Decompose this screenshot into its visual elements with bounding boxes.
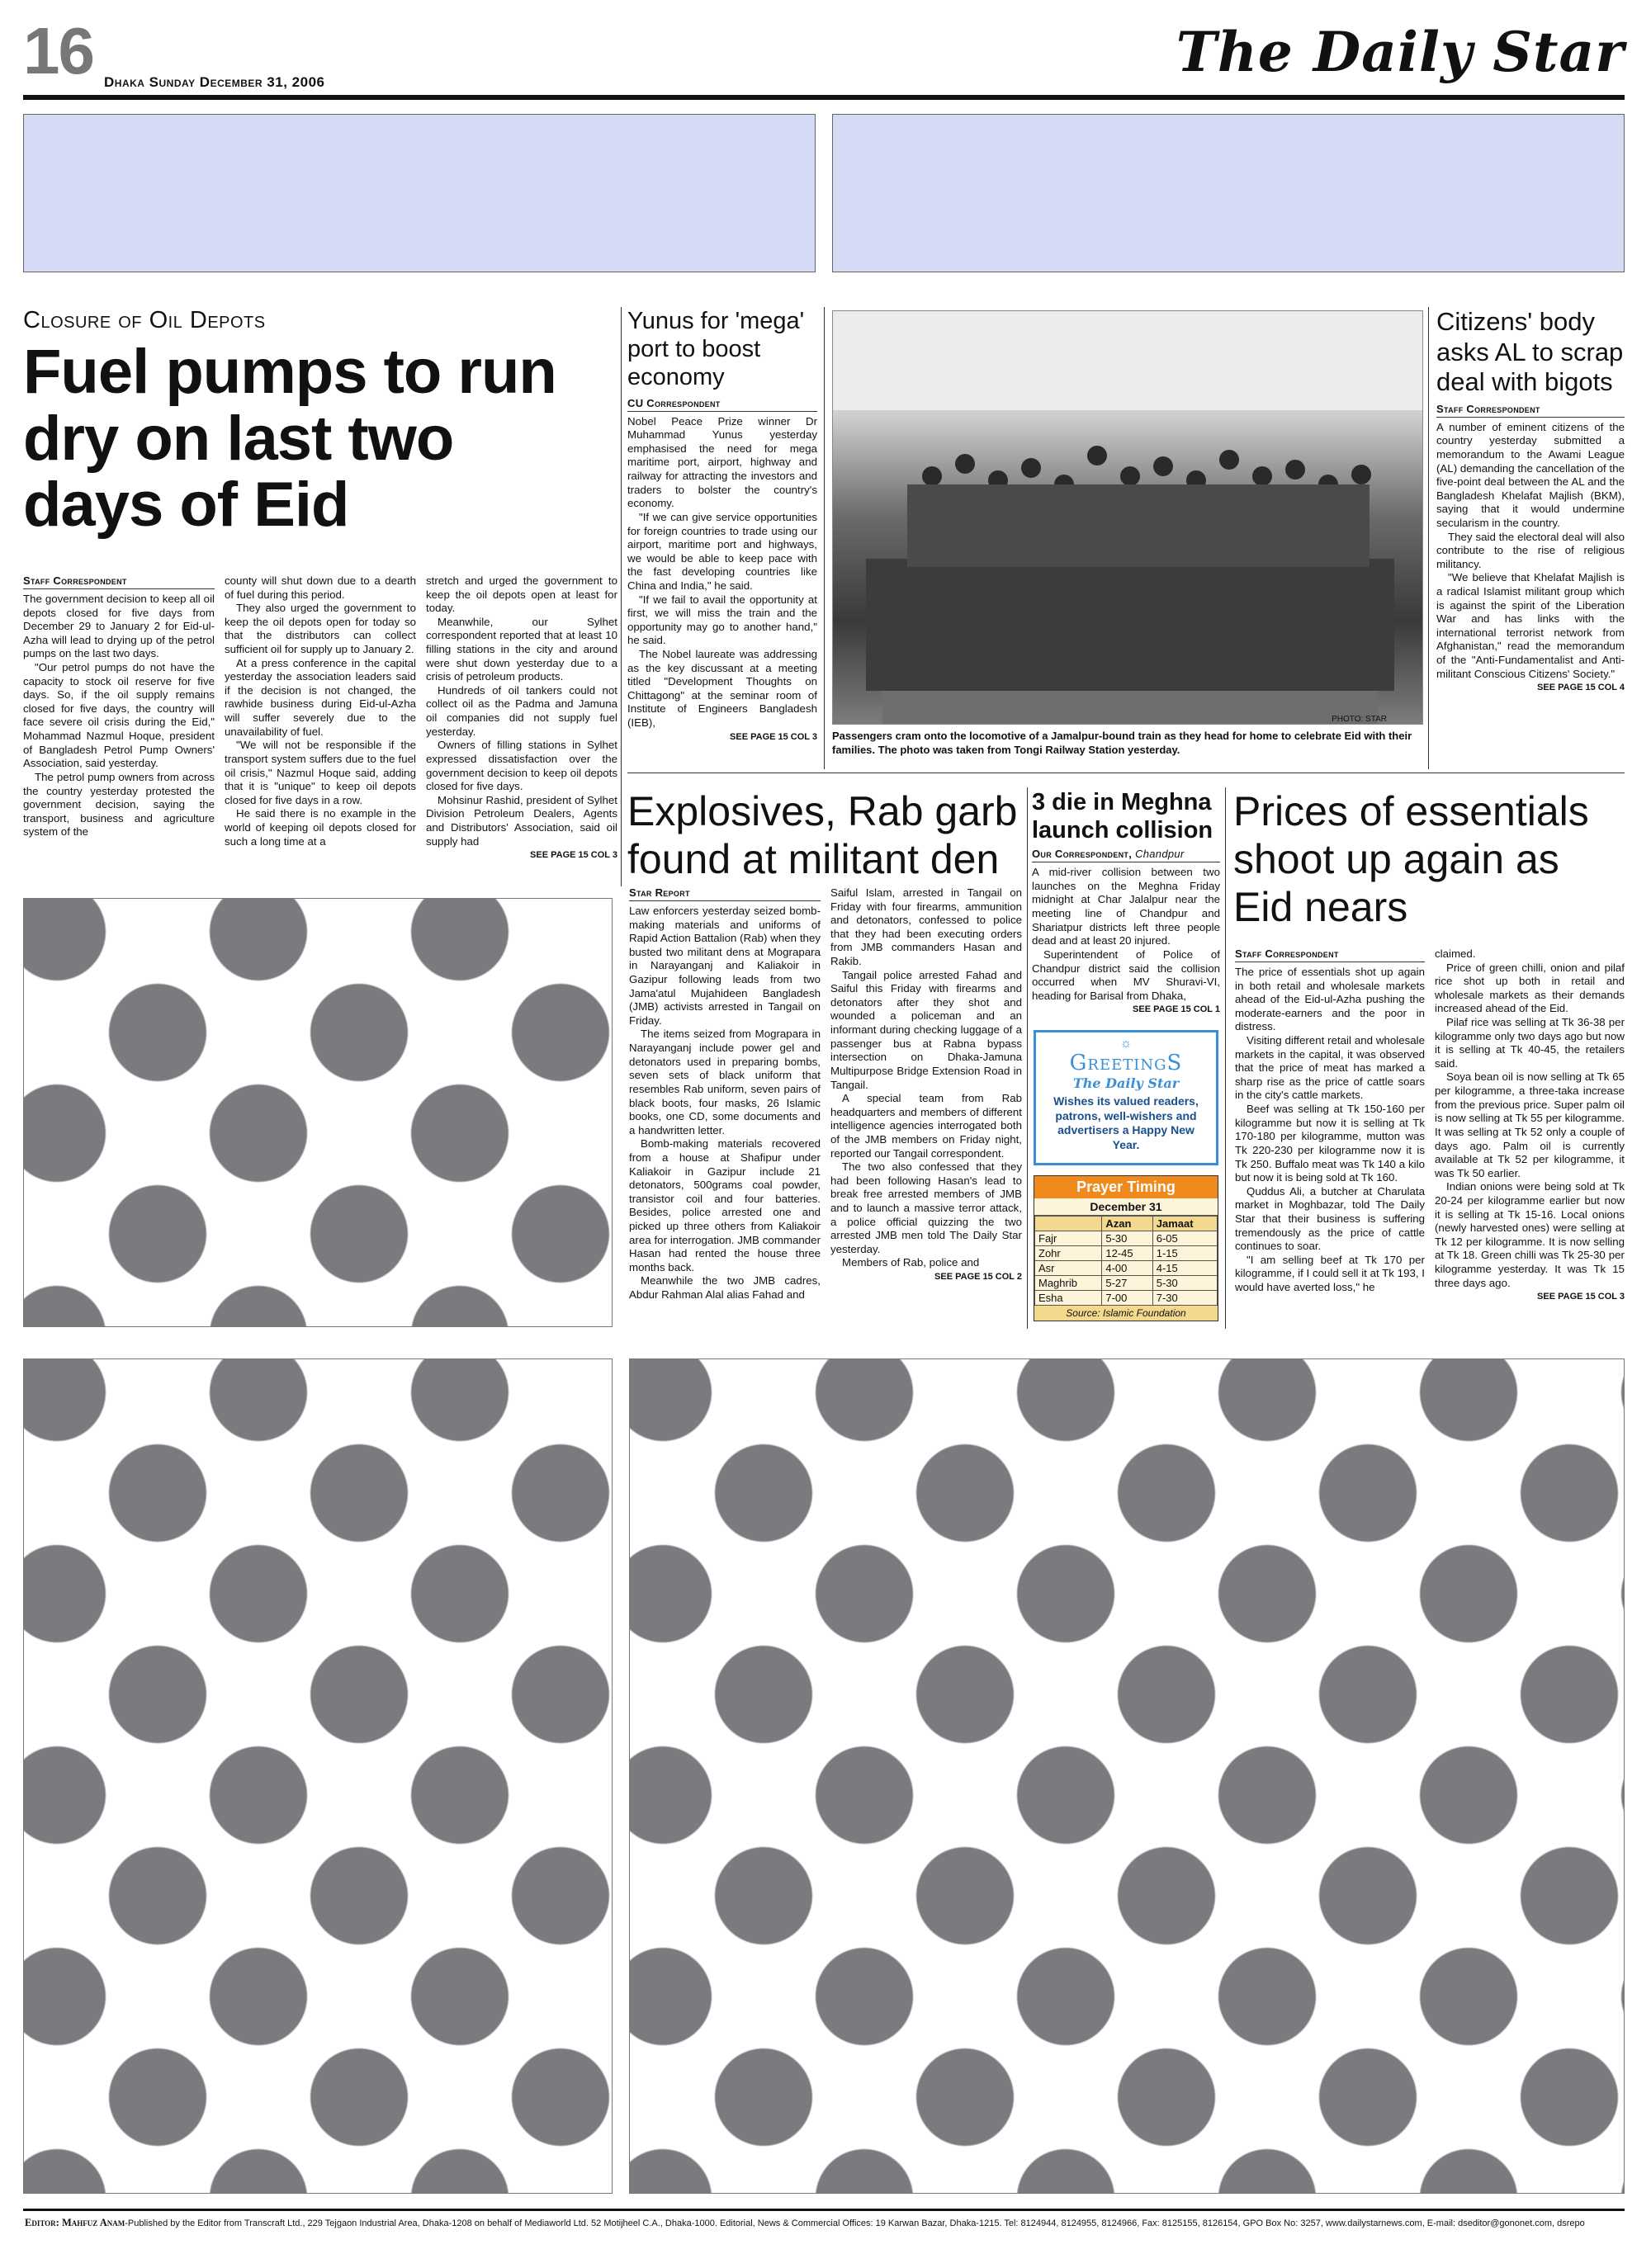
imprint-text: -Published by the Editor from Transcraft Ltd., 229 Tejgaon Industrial Area, Dhaka-1208 on behalf of Mediaworld Ltd. 52 Motijheel C.A., Dhaka-1000. Editorial, News & Commercial Offices: 19 Karwan Bazar, Dhaka-1215. Tel: 8124944, 8124955, 8124966, Fax: 8125155, 8126154, GPO Box No: 3257, www.dailystarnews.com, E-mail: dseditor@gononet.com, dsrepo [125,2218,1585,2228]
story-headline: Citizens' body asks AL to scrap deal with bigots [1436,307,1624,397]
paragraph: "We believe that Khelafat Majlish is a radical Islamist militant group which is against the spirit of the Liberation War and has links with the international terrorist network from Afghanistan," read the memorandum of the "Anti-Fundamentalist and Anti-militant Conscious Citizens' Society." [1436,571,1625,680]
story-byline: CU Correspondent [627,397,817,412]
table-row [1035,1231,1218,1246]
table-cell: 5-30 [1102,1231,1152,1246]
paragraph: "If we fail to avail the opportunity at first, we will miss the train and the opportunity may go to another hand," he said. [627,593,817,647]
paragraph: Saiful Islam, arrested in Tangail on Friday with four firearms, ammunition and detonators, confessed to police that they had been executing orders from JMB commanders Hasan and Rakib. [830,886,1022,968]
continued-link[interactable]: SEE PAGE 15 COL 2 [934,1272,1022,1283]
greetings-message: Wishes its valued readers, patrons, well-wishers and advertisers a Happy New Year. [1053,1094,1199,1151]
story-byline: Staff Correspondent [23,574,215,589]
paragraph: Owners of filling stations in Sylhet expressed dissatisfaction over the government decision to keep oil depots closed for five days. [426,739,617,793]
greetings-logo: The Daily Star [1072,1075,1180,1091]
paragraph: The two also confessed that they had been following Hasan's lead to break free arrested members of JMB and to launch a massive terror attack, a police official quizzing the two arrested JMB men told The Daily Star yesterday. [830,1160,1022,1255]
story-prices [1233,787,1625,931]
continued-link[interactable]: SEE PAGE 15 COL 3 [530,850,617,861]
paragraph: Indian onions were being sold at Tk 20-24 per kilogramme earlier but now it is selling at Tk 15-16. Local onions (newly harvested ones) were selling at Tk 12 per kilogramme. It is now selling at Tk 18. Green chilli was Tk 25-30 per kilogramme yesterday. It was Tk 15 three days ago. [1435,1180,1625,1289]
prayer-table [1034,1216,1218,1306]
table-cell: 7-00 [1102,1291,1152,1306]
column-rule [1225,787,1226,1329]
footer-rule [23,2209,1625,2211]
continued-link[interactable]: SEE PAGE 15 COL 3 [1537,1292,1625,1302]
paragraph: Beef was selling at Tk 150-160 per kilogramme but now it is selling at Tk 170-180 per kilogramme, mutton was Tk 220-230 per kilogramme now it is Tk 250. Buffalo meat was Tk 140 a kilo but now it is being sold at Tk 160. [1235,1103,1425,1184]
story-headline: 3 die in Meghna launch collision [1032,789,1213,843]
prayer-date: December 31 [1034,1198,1218,1216]
column-rule [1428,307,1429,769]
byline-name: Our Correspondent, [1032,848,1133,861]
image-placeholder-left [23,898,613,1327]
paragraph: The government decision to keep all oil depots closed for five days from December 29 to January 2 for Eid-ul-Azha will lead to drying up of the petrol pumps on the last two days. [23,593,215,660]
story-citizens [1436,307,1625,692]
paragraph: Law enforcers yesterday seized bomb-making materials and uniforms of Rapid Action Battalion (Rab) when they busted two militant dens at Mograpara in Narayanganj and Kaliakoir in Gazipur following leads from two Jama'atul Mujahideen Bangladesh (JMB) activists arrested in Tangail on Friday. [629,905,821,1027]
table-cell: 5-27 [1102,1276,1152,1291]
paragraph: "We will not be responsible if the transport system suffers due to the fuel oil crisis," Nazmul Hoque said, adding that it is "unique" to keep oil depots closed for five days in a row. [225,739,416,806]
table-row [1035,1291,1218,1306]
paragraph: "If we can give service opportunities for foreign countries to trade using our airport, maritime port and highways, we would be able to keep pace with the fast developing countries like China and India," he said. [627,510,817,592]
train-photo-illustration [833,311,1423,725]
table-row [1035,1246,1218,1261]
column-rule [824,307,825,769]
table-cell: Esha [1035,1291,1102,1306]
paragraph: They said the electoral deal will also contribute to the rise of religious militancy. [1436,530,1625,570]
column-header: Jamaat [1152,1217,1217,1231]
news-photo [832,310,1423,725]
table-cell: 6-05 [1152,1231,1217,1246]
paragraph: The items seized from Mograpara in Narayanganj include power gel and detonators used in preparing bombs, seven sets of black uniform that resembles Rab uniform, seven pairs of black boots, four masks, 26 Islamic books, one CD, some documents and a handwritten letter. [629,1028,821,1136]
column-header: Azan [1102,1217,1152,1231]
page-number: 16 [23,14,93,87]
paragraph: "I am selling beef at Tk 170 per kilogramme, if I could sell it at Tk 193, I would have averted loss," he [1235,1253,1425,1294]
prayer-timing-box [1034,1175,1218,1321]
story-fuel-col-2 [225,574,416,848]
paragraph: A mid-river collision between two launches on the Meghna Friday midnight at Char Jalalpur near the meeting line of Chandpur and Shariatpur districts left three people dead and at least 20 injured. [1032,866,1220,947]
paragraph: stretch and urged the government to keep the oil depots open at least for today. [426,574,617,615]
prayer-source: Source: Islamic Foundation [1034,1306,1218,1321]
paragraph: Bomb-making materials recovered from a house at Shafipur under Kaliakoir in Gazipur include 21 detonators, 500grams coal powder, transistor coil and four batteries. Besides, police arrested one and picked up three others from Kaliakoir area for interrogation. JMB commander Hasan had rented the house three months back. [629,1137,821,1273]
paragraph: A special team from Rab headquarters and members of different intelligence agencies interrogated both of the JMB members on Friday night, reported our Tangail correspondent. [830,1092,1022,1160]
paragraph: Superintendent of Police of Chandpur district said the collision occurred when MV Shuravi-VI, heading for Barisal from Dhaka, [1032,947,1220,1002]
image-placeholder-bottom-left [23,1358,613,2194]
table-header-row [1035,1217,1218,1231]
paragraph: Members of Rab, police and [842,1256,980,1269]
prayer-title: Prayer Timing [1034,1176,1218,1198]
continued-link[interactable]: SEE PAGE 15 COL 3 [730,731,817,742]
story-kicker: Closure of Oil Depots [23,307,266,333]
table-cell: 7-30 [1152,1291,1217,1306]
ad-slot-top-right [832,114,1625,272]
paragraph: They also urged the government to keep the oil depots open for today so that the distributors can collect sufficient oil for supply up to January 2. [225,602,416,656]
paragraph: A number of eminent citizens of the country yesterday submitted a memorandum to the Awami League (AL) demanding the cancellation of the five-point deal between the AL and the Bangladesh Khelafat Majlish (BKM), saying that it would undermine secularism in the country. [1436,420,1625,529]
story-headline: Prices of essentials shoot up again as Eid nears [1233,788,1589,930]
story-explosives-col-2 [830,886,1022,1282]
newspaper-logo: The Daily Star [1176,20,1625,84]
story-fuel-col-3 [426,574,617,860]
table-cell: 4-15 [1152,1261,1217,1276]
continued-link[interactable]: SEE PAGE 15 COL 4 [1537,683,1625,693]
story-yunus [627,307,817,742]
paragraph: He said there is no example in the world of keeping oil depots closed for such a long time at a [225,807,416,848]
sun-icon: ☼ [1119,1037,1133,1051]
story-headline: Fuel pumps to run dry on last two days of Eid [23,337,556,541]
column-header [1035,1217,1102,1231]
paragraph: Soya bean oil is now selling at Tk 65 per kilogramme, a three-taka increase from the previous price. Super palm oil is now selling at Tk 55 per kilogramme. It was selling at Tk 52 only a couple of days ago. Palm oil is currently available at Tk 52 per kilogramme, it was Tk 50 earlier. [1435,1070,1625,1179]
greetings-title: GreetingS [1069,1051,1183,1075]
dateline: Dhaka Sunday December 31, 2006 [104,74,325,90]
story-byline: Staff Correspondent [1235,947,1425,962]
story-headline: Yunus for 'mega' port to boost economy [627,308,805,391]
column-rule [1027,787,1028,1329]
paragraph: The price of essentials shot up again in both retail and wholesale markets ahead of the Eid-ul-Azha pushing the moderate-earners and the poor in distress. [1235,966,1425,1033]
paragraph: Quddus Ali, a butcher at Charulata market in Moghbazar, told The Daily Star that their business is suffering tremendously as the price of cattle continues to soar. [1235,1184,1425,1253]
story-meghna [1032,789,1220,1014]
paragraph: county will shut down due to a dearth of fuel during this period. [225,574,416,601]
ad-slot-top-left [23,114,816,272]
table-cell: 12-45 [1102,1246,1152,1261]
continued-link[interactable]: SEE PAGE 15 COL 1 [1133,1004,1220,1015]
table-row [1035,1276,1218,1291]
paragraph: Meanwhile the two JMB cadres, Abdur Rahman Alal alias Fahad and [629,1274,821,1302]
table-cell: Fajr [1035,1231,1102,1246]
story-explosives-col-1 [629,886,821,1302]
masthead-rule [23,95,1625,100]
table-cell: 1-15 [1152,1246,1217,1261]
table-cell: 4-00 [1102,1261,1152,1276]
story-prices-col-2 [1435,947,1625,1302]
story-byline: Staff Correspondent [1436,403,1625,418]
column-rule [621,307,622,886]
story-explosives [627,787,1030,883]
paragraph: Price of green chilli, onion and pilaf rice shot up both in retail and wholesale markets as their demands increased ahead of the Eid. [1435,961,1625,1015]
story-fuel-col-1 [23,574,215,839]
table-cell: Maghrib [1035,1276,1102,1291]
imprint-line [25,2217,1626,2229]
greetings-box [1034,1030,1218,1165]
table-cell: 5-30 [1152,1276,1217,1291]
image-placeholder-bottom-right [629,1358,1625,2194]
paragraph: Nobel Peace Prize winner Dr Muhammad Yunus yesterday emphasised the need for mega maritime port, airport, highway and railway for attracting the investors and traders to bolster the country's economy. [627,414,817,510]
photo-credit: PHOTO: STAR [1332,715,1387,724]
paragraph: "Our petrol pumps do not have the capacity to stock oil reserve for five days. So, if the oil supply remains closed for five days, the country will face severe oil crisis during the Eid," Mohammad Nazmul Hoque, president of Bangladesh Petrol Pump Owners' Association, said yesterday. [23,661,215,770]
paragraph: Hundreds of oil tankers could not collect oil as the Padma and Jamuna oil companies did not supply fuel yesterday. [426,683,617,738]
photo-caption: Passengers cram onto the locomotive of a Jamalpur-bound train as they head for home to celebrate Eid with their families. The photo was taken from Tongi Railway Station yesterday. [832,730,1412,756]
story-prices-col-1 [1235,947,1425,1295]
table-cell: Asr [1035,1261,1102,1276]
paragraph: The Nobel laureate was addressing as the key discussant at a meeting titled "Development Thoughts on Chittagong" at the seminar room of Institute of Engineers Bangladesh (IEB), [627,648,817,730]
paragraph: Pilaf rice was selling at Tk 36-38 per kilogramme only two days ago but now it is selling at Tk 40-45, the retailers said. [1435,1016,1625,1070]
story-fuel [23,307,616,539]
paragraph: At a press conference in the capital yesterday the association leaders said if the decision is not changed, the rawhide business during Eid-ul-Azha will suffer severely due to the unavailability of fuel. [225,656,416,738]
paragraph: Mohsinur Rashid, president of Sylhet Division Petroleum Dealers, Agents and Distributors' Association, said oil supply had [426,793,617,848]
byline-place: Chandpur [1135,848,1185,861]
editor-credit: Editor: Mahfuz Anam [25,2217,125,2228]
table-row [1035,1261,1218,1276]
paragraph: claimed. [1435,947,1476,960]
table-cell: Zohr [1035,1246,1102,1261]
story-headline: Explosives, Rab garb found at militant den [627,788,1018,882]
paragraph: Meanwhile, our Sylhet correspondent reported that at least 10 filling stations in the city and around were shut down yesterday due to a crisis of petroleum products. [426,615,617,683]
story-byline: Star Report [629,886,821,901]
paragraph: Tangail police arrested Fahad and Saiful this Friday with firearms and detonators after they shot and wounded a policeman and an informant during checking luggage of a passenger bus at Rabna bypass intersection on Dhaka-Jamuna Multipurpose Bridge Extension Road in Tangail. [830,968,1022,1091]
paragraph: The petrol pump owners from across the country yesterday protested the government decision, saying the transport, business and agriculture system of the [23,770,215,839]
story-byline [1032,848,1220,862]
paragraph: Visiting different retail and wholesale markets in the capital, it was observed that the price of meat has marked a sharp rise as the price of cattle soars in the city's cattle markets. [1235,1034,1425,1102]
